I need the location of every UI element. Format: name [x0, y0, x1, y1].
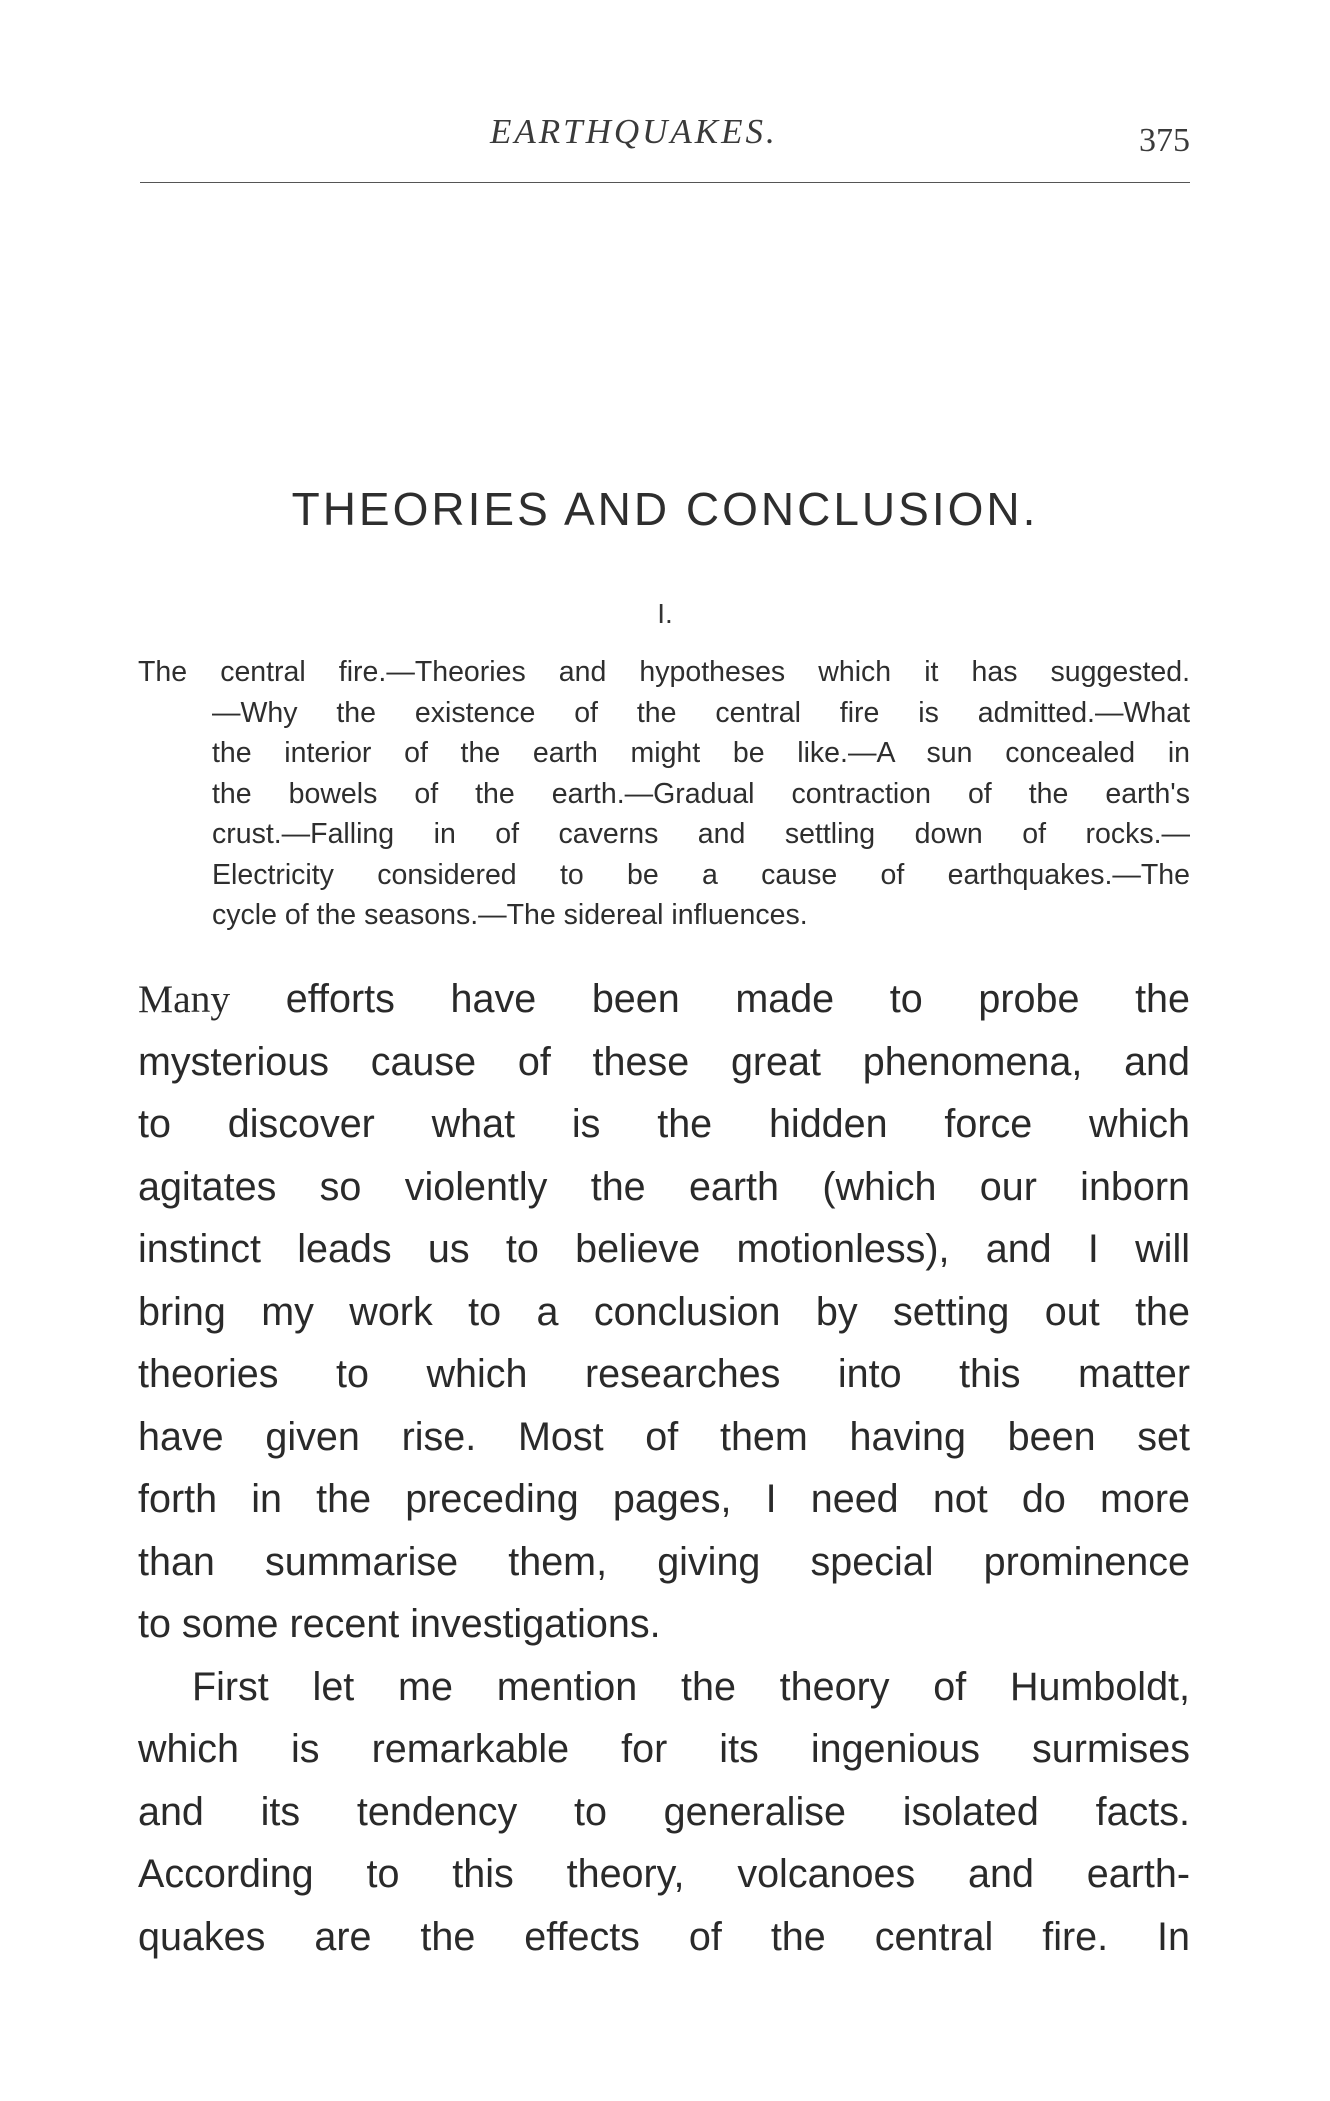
summary-line: crust.—Falling in of caverns and settling down of rocks.—	[212, 818, 1190, 850]
summary-line: The central fire.—Theories and hypotheses which it has suggested.	[138, 656, 1190, 688]
body-line: forth in the preceding pages, I need not do more	[138, 1477, 1190, 1521]
body-line: bring my work to a conclusion by setting out the	[138, 1289, 1190, 1334]
body-line: which is remarkable for its ingenious surmises	[138, 1727, 1190, 1771]
summary-line: cycle of the seasons.—The sidereal influences.	[212, 899, 808, 931]
summary-line: the interior of the earth might be like.—A sun concealed in	[212, 737, 1190, 769]
summary-line: —Why the existence of the central fire is admitted.—What	[212, 696, 1190, 729]
body-line: theories to which researches into this matter	[138, 1352, 1190, 1396]
body-line: agitates so violently the earth (which our inborn	[138, 1164, 1190, 1209]
body-line: have given rise. Most of them having been set	[138, 1414, 1190, 1459]
running-head	[135, 112, 1190, 162]
body-line: to some recent investigations.	[138, 1602, 661, 1646]
summary-line: Electricity considered to be a cause of earthquakes.—The	[212, 858, 1190, 891]
summary-line: the bowels of the earth.—Gradual contraction of the earth's	[212, 777, 1190, 810]
page-number: 375	[1139, 122, 1190, 159]
body-line: to discover what is the hidden force which	[138, 1102, 1190, 1146]
body-line: quakes are the effects of the central fire. In	[138, 1914, 1190, 1959]
body-text	[138, 968, 1190, 1968]
lead-word: Many	[138, 977, 231, 1021]
body-line: mysterious cause of these great phenomena, and	[138, 1039, 1190, 1084]
paragraph-first-line	[138, 968, 1190, 1031]
body-line: According to this theory, volcanoes and earth-	[138, 1852, 1190, 1896]
body-line: and its tendency to generalise isolated facts.	[138, 1789, 1190, 1834]
running-title: EARTHQUAKES.	[490, 112, 778, 151]
first-line-text: efforts have been made to probe the	[230, 977, 1190, 1021]
body-line: instinct leads us to believe motionless), and I will	[138, 1227, 1190, 1271]
body-line: than summarise them, giving special prominence	[138, 1539, 1190, 1584]
body-line: First let me mention the theory of Humboldt,	[192, 1664, 1190, 1709]
section-numeral: I.	[657, 598, 673, 629]
header-rule	[140, 182, 1190, 183]
chapter-summary	[138, 652, 1190, 936]
chapter-title: THEORIES AND CONCLUSION.	[291, 483, 1039, 535]
